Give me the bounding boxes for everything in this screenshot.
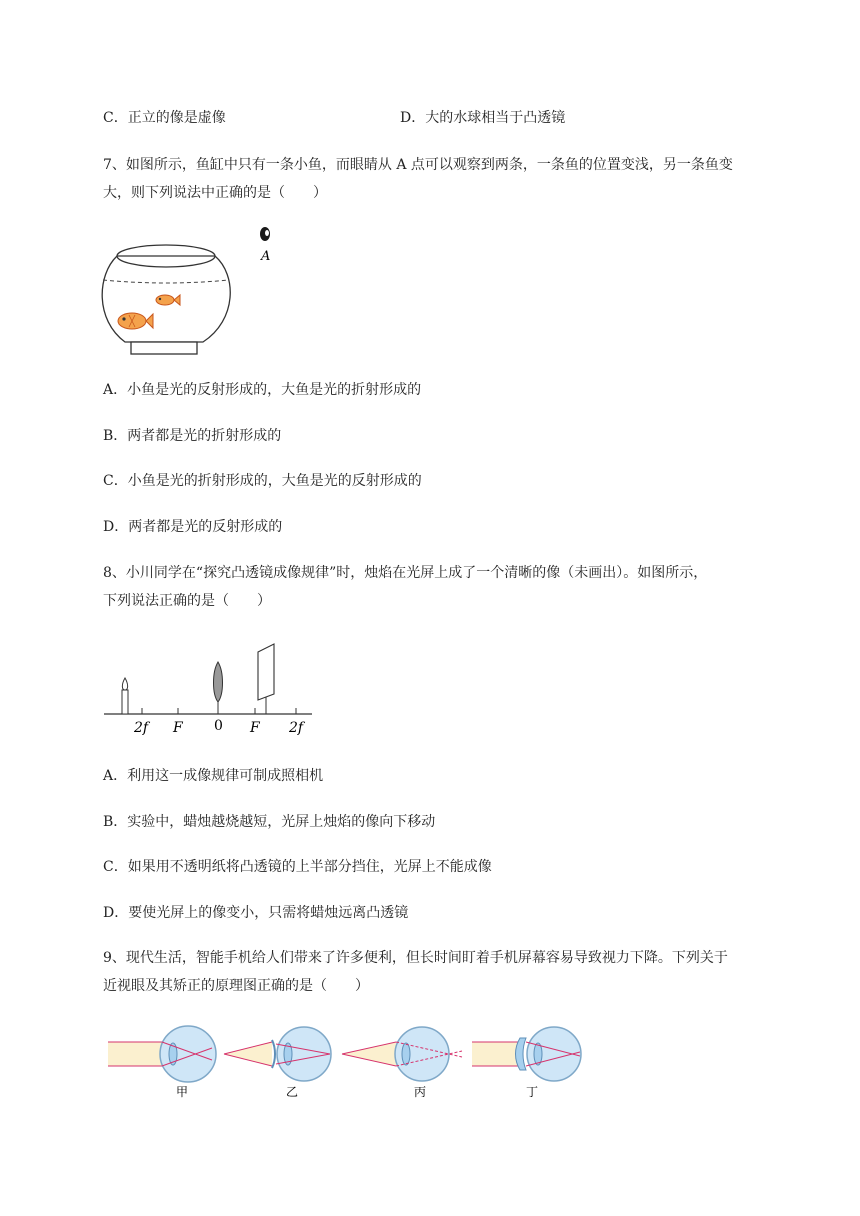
fishbowl-figure — [95, 220, 285, 360]
eye-diagram-ding — [472, 1027, 581, 1081]
q6-option-d: D．大的水球相当于凸透镜 — [400, 110, 566, 126]
candle-icon — [122, 678, 128, 714]
axis-label-f-left: F — [173, 720, 183, 736]
big-fish-icon — [118, 313, 153, 329]
label-ding: 丁 — [526, 1085, 539, 1099]
q7-stem-line2: 大，则下列说法中正确的是（ ） — [103, 185, 327, 201]
q8-option-a: A．利用这一成像规律可制成照相机 — [103, 768, 324, 784]
convex-lens-icon — [214, 662, 223, 714]
q9-stem-line1: 9、现代生活，智能手机给人们带来了许多便利，但长时间盯着手机屏幕容易导致视力下降。下列关于 — [103, 950, 728, 966]
water-surface — [103, 280, 229, 283]
eye-diagram-jia — [108, 1026, 216, 1082]
light-screen-icon — [258, 644, 274, 714]
q7-option-c: C．小鱼是光的折射形成的，大鱼是光的反射形成的 — [103, 473, 422, 489]
eye-diagram-yi — [224, 1027, 331, 1081]
eye-diagram-bing — [342, 1027, 462, 1081]
q7-stem-line1: 7、如图所示，鱼缸中只有一条小鱼，而眼睛从 A 点可以观察到两条，一条鱼的位置变浅，另一条鱼变 — [103, 157, 733, 173]
axis-label-2f-right: 2f — [289, 720, 304, 736]
q8-option-c: C．如果用不透明纸将凸透镜的上半部分挡住，光屏上不能成像 — [103, 859, 492, 875]
q8-stem-line1: 8、小川同学在“探究凸透镜成像规律”时，烛焰在光屏上成了一个清晰的像（未画出）。如图所示， — [103, 565, 708, 581]
q9-stem-line2: 近视眼及其矫正的原理图正确的是（ ） — [103, 978, 369, 994]
label-jia: 甲 — [176, 1085, 189, 1099]
point-a-label: A — [261, 249, 271, 264]
bowl-base — [131, 342, 197, 354]
q8-option-d: D．要使光屏上的像变小，只需将蜡烛远离凸透镜 — [103, 905, 409, 921]
optical-bench-figure — [100, 640, 320, 740]
eye-diagrams-figure — [100, 1020, 600, 1110]
q7-option-b: B．两者都是光的折射形成的 — [103, 428, 282, 444]
axis-label-origin: 0 — [214, 718, 223, 734]
eye-icon — [260, 227, 270, 241]
small-fish-icon — [156, 295, 180, 305]
label-bing: 丙 — [414, 1085, 427, 1099]
q8-stem-line2: 下列说法正确的是（ ） — [103, 593, 271, 609]
axis-label-f-right: F — [250, 720, 260, 736]
q7-option-d: D．两者都是光的反射形成的 — [103, 519, 283, 535]
label-yi: 乙 — [286, 1085, 299, 1099]
axis-label-2f-left: 2f — [134, 720, 149, 736]
q6-option-c: C．正立的像是虚像 — [103, 110, 226, 126]
q8-option-b: B．实验中，蜡烛越烧越短，光屏上烛焰的像向下移动 — [103, 814, 436, 830]
q7-option-a: A．小鱼是光的反射形成的，大鱼是光的折射形成的 — [103, 382, 422, 398]
